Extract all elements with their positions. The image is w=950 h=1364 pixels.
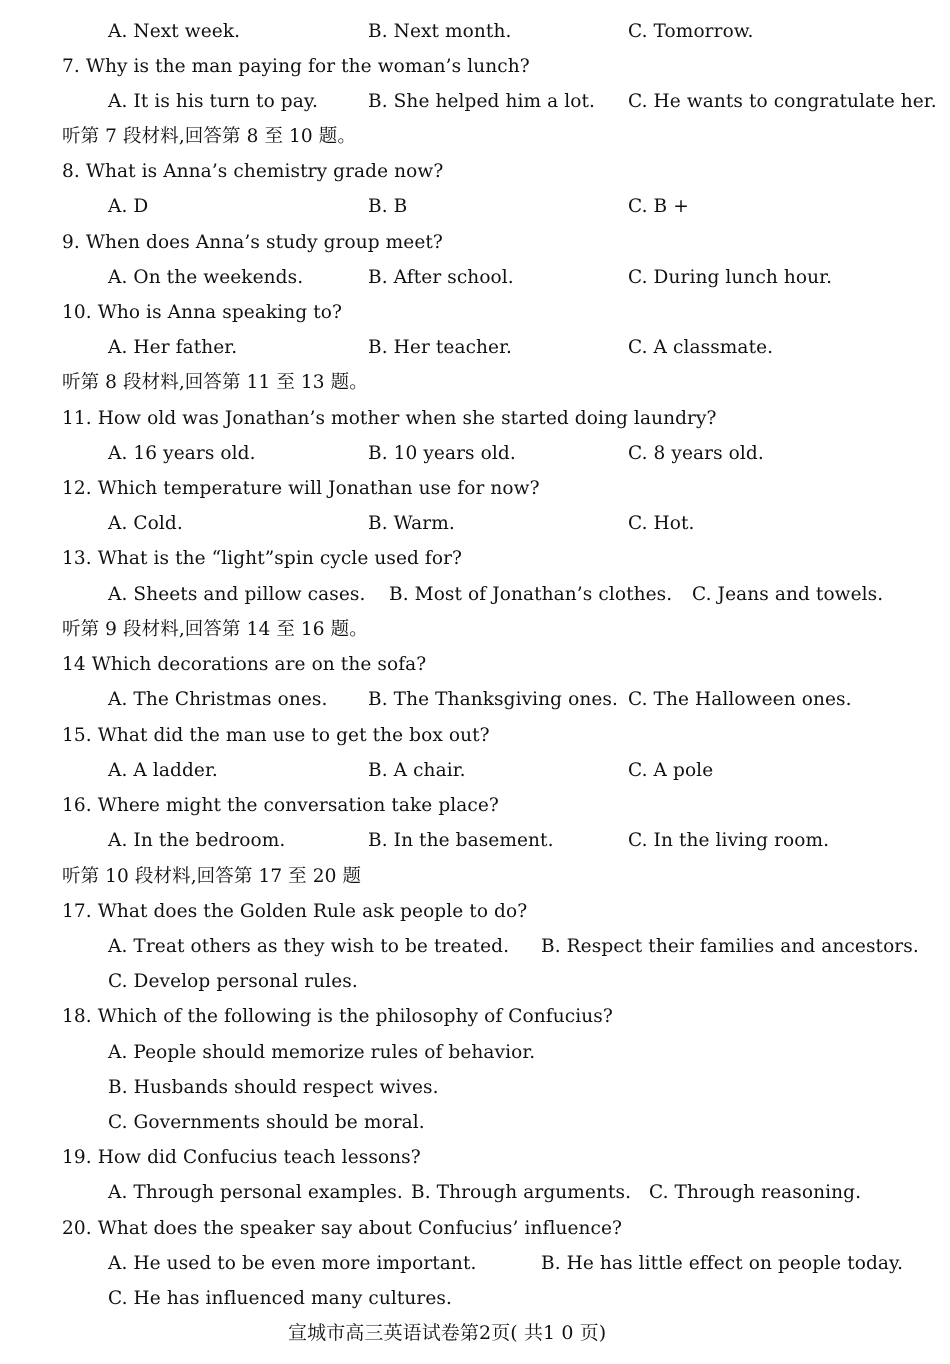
question-9: 9. When does Anna’s study group meet? bbox=[62, 232, 443, 253]
q18-option-c: C. Governments should be moral. bbox=[108, 1112, 425, 1133]
question-16: 16. Where might the conversation take place? bbox=[62, 795, 499, 816]
q11-option-b: B. 10 years old. bbox=[368, 443, 516, 464]
q17-option-c: C. Develop personal rules. bbox=[108, 971, 358, 992]
q19-option-b: B. Through arguments. bbox=[411, 1182, 632, 1203]
section-7-heading: 听第 7 段材料,回答第 8 至 10 题。 bbox=[62, 126, 356, 147]
q19-option-a: A. Through personal examples. bbox=[108, 1182, 403, 1203]
question-19: 19. How did Confucius teach lessons? bbox=[62, 1147, 421, 1168]
q6-option-a: A. Next week. bbox=[108, 21, 241, 42]
q15-option-b: B. A chair. bbox=[368, 760, 466, 781]
q13-option-a: A. Sheets and pillow cases. bbox=[108, 584, 366, 605]
q16-option-a: A. In the bedroom. bbox=[108, 830, 286, 851]
q20-option-b: B. He has little effect on people today. bbox=[541, 1253, 904, 1274]
question-13: 13. What is the “light”spin cycle used for? bbox=[62, 548, 463, 569]
q9-option-c: C. During lunch hour. bbox=[628, 267, 833, 288]
question-20: 20. What does the speaker say about Confucius’ influence? bbox=[62, 1218, 623, 1239]
page-footer: 宣城市高三英语试卷第2页( 共1 0 页) bbox=[288, 1322, 607, 1344]
q14-option-c: C. The Halloween ones. bbox=[628, 689, 852, 710]
q20-option-a: A. He used to be even more important. bbox=[108, 1253, 477, 1274]
question-15: 15. What did the man use to get the box out? bbox=[62, 725, 490, 746]
q9-option-b: B. After school. bbox=[368, 267, 514, 288]
question-14: 14 Which decorations are on the sofa? bbox=[62, 654, 427, 675]
q18-option-b: B. Husbands should respect wives. bbox=[108, 1077, 439, 1098]
q14-option-a: A. The Christmas ones. bbox=[108, 689, 328, 710]
question-11: 11. How old was Jonathan’s mother when she started doing laundry? bbox=[62, 408, 717, 429]
q17-option-b: B. Respect their families and ancestors. bbox=[541, 936, 919, 957]
question-10: 10. Who is Anna speaking to? bbox=[62, 302, 343, 323]
q6-option-c: C. Tomorrow. bbox=[628, 21, 754, 42]
question-18: 18. Which of the following is the philosophy of Confucius? bbox=[62, 1006, 613, 1027]
q12-option-a: A. Cold. bbox=[108, 513, 183, 534]
q8-option-a: A. D bbox=[108, 196, 149, 217]
q11-option-c: C. 8 years old. bbox=[628, 443, 764, 464]
q17-option-a: A. Treat others as they wish to be treated. bbox=[108, 936, 510, 957]
q19-option-c: C. Through reasoning. bbox=[649, 1182, 862, 1203]
question-8: 8. What is Anna’s chemistry grade now? bbox=[62, 161, 444, 182]
q6-option-b: B. Next month. bbox=[368, 21, 512, 42]
q14-option-b: B. The Thanksgiving ones. bbox=[368, 689, 618, 710]
q18-option-a: A. People should memorize rules of behavior. bbox=[108, 1042, 536, 1063]
q10-option-b: B. Her teacher. bbox=[368, 337, 512, 358]
q15-option-c: C. A pole bbox=[628, 760, 714, 781]
q7-option-b: B. She helped him a lot. bbox=[368, 91, 596, 112]
question-7: 7. Why is the man paying for the woman’s lunch? bbox=[62, 56, 530, 77]
q12-option-b: B. Warm. bbox=[368, 513, 455, 534]
q11-option-a: A. 16 years old. bbox=[108, 443, 256, 464]
q10-option-a: A. Her father. bbox=[108, 337, 238, 358]
q8-option-b: B. B bbox=[368, 196, 408, 217]
section-10-heading: 听第 10 段材料,回答第 17 至 20 题 bbox=[62, 866, 362, 887]
q13-option-b: B. Most of Jonathan’s clothes. bbox=[389, 584, 673, 605]
section-8-heading: 听第 8 段材料,回答第 11 至 13 题。 bbox=[62, 372, 368, 393]
section-9-heading: 听第 9 段材料,回答第 14 至 16 题。 bbox=[62, 619, 368, 640]
question-12: 12. Which temperature will Jonathan use for now? bbox=[62, 478, 540, 499]
q20-option-c: C. He has influenced many cultures. bbox=[108, 1288, 452, 1309]
q16-option-b: B. In the basement. bbox=[368, 830, 554, 851]
q7-option-a: A. It is his turn to pay. bbox=[108, 91, 318, 112]
q12-option-c: C. Hot. bbox=[628, 513, 695, 534]
question-17: 17. What does the Golden Rule ask people to do? bbox=[62, 901, 528, 922]
q16-option-c: C. In the living room. bbox=[628, 830, 830, 851]
q13-option-c: C. Jeans and towels. bbox=[692, 584, 884, 605]
q10-option-c: C. A classmate. bbox=[628, 337, 774, 358]
q9-option-a: A. On the weekends. bbox=[108, 267, 304, 288]
q8-option-c: C. B + bbox=[628, 196, 689, 217]
q15-option-a: A. A ladder. bbox=[108, 760, 218, 781]
q7-option-c: C. He wants to congratulate her. bbox=[628, 91, 937, 112]
